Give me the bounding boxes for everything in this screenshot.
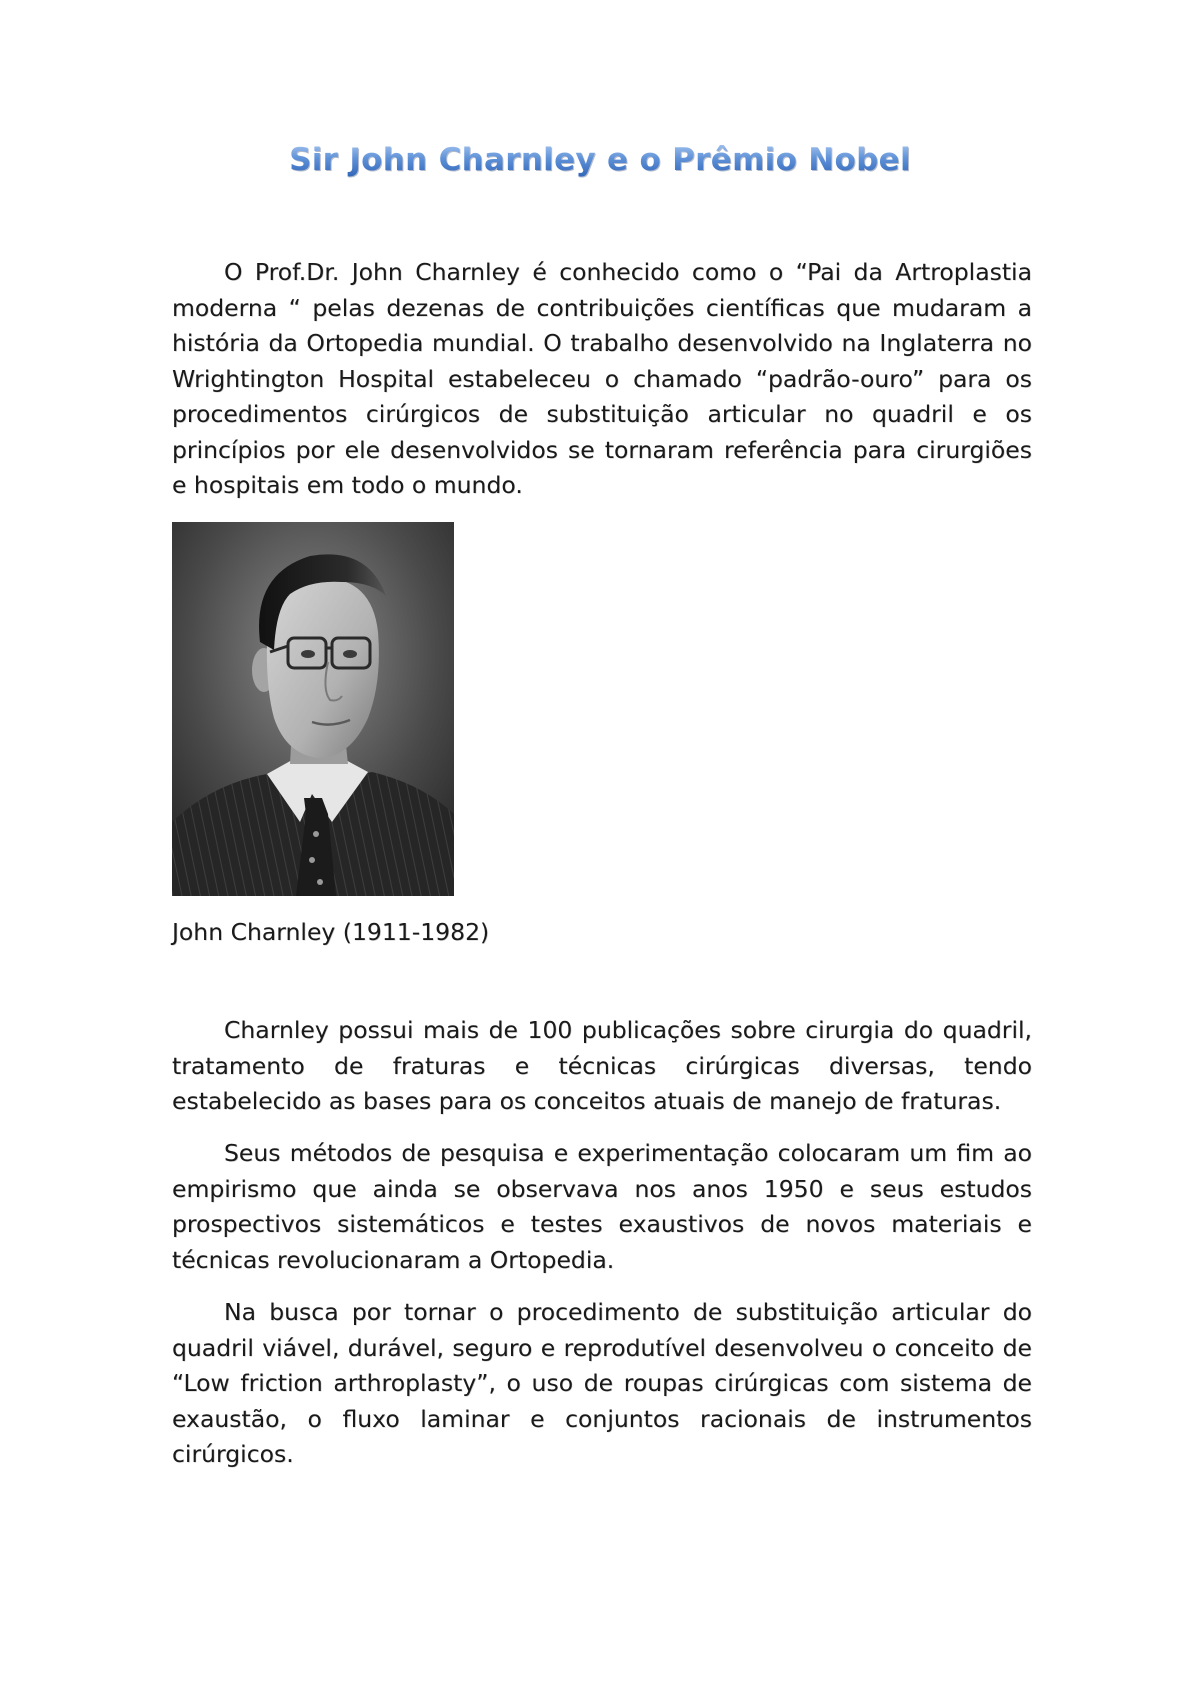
methods-paragraph: Seus métodos de pesquisa e experimentação colocaram um fim ao empirismo que ainda se observava nos anos 1950 e seus estudos prospectivos sistemáticos e testes exaustivos de novos materiais e técnicas revolucionaram a Ortopedia.	[172, 1139, 1032, 1274]
portrait-photo	[172, 522, 454, 896]
portrait-photo-icon	[172, 522, 454, 896]
arthroplasty-paragraph: Na busca por tornar o procedimento de substituição articular do quadril viável, durável, seguro e reprodutível desenvolveu o conceito de “Low friction arthroplasty”, o uso de roupas cirúrgicas com sistema de exaustão, o fluxo laminar e conjuntos racionais de instrumentos cirúrgicos.	[172, 1298, 1032, 1468]
publications-paragraph: Charnley possui mais de 100 publicações sobre cirurgia do quadril, tratamento de fraturas e técnicas cirúrgicas diversas, tendo estabelecido as bases para os conceitos atuais de manejo de fraturas.	[172, 1016, 1032, 1115]
photo-caption: John Charnley (1911-1982)	[172, 918, 490, 946]
page-title: Sir John Charnley e o Prêmio Nobel	[0, 142, 1200, 178]
intro-paragraph: O Prof.Dr. John Charnley é conhecido como o “Pai da Artroplastia moderna “ pelas dezenas de contribuições científicas que mudaram a história da Ortopedia mundial. O trabalho desenvolvido na Inglaterra no Wrightington Hospital estabeleceu o chamado “padrão-ouro” para os procedimentos cirúrgicos de substituição articular no quadril e os princípios por ele desenvolvidos se tornaram referência para cirurgiões e hospitais em todo o mundo.	[172, 258, 1032, 499]
